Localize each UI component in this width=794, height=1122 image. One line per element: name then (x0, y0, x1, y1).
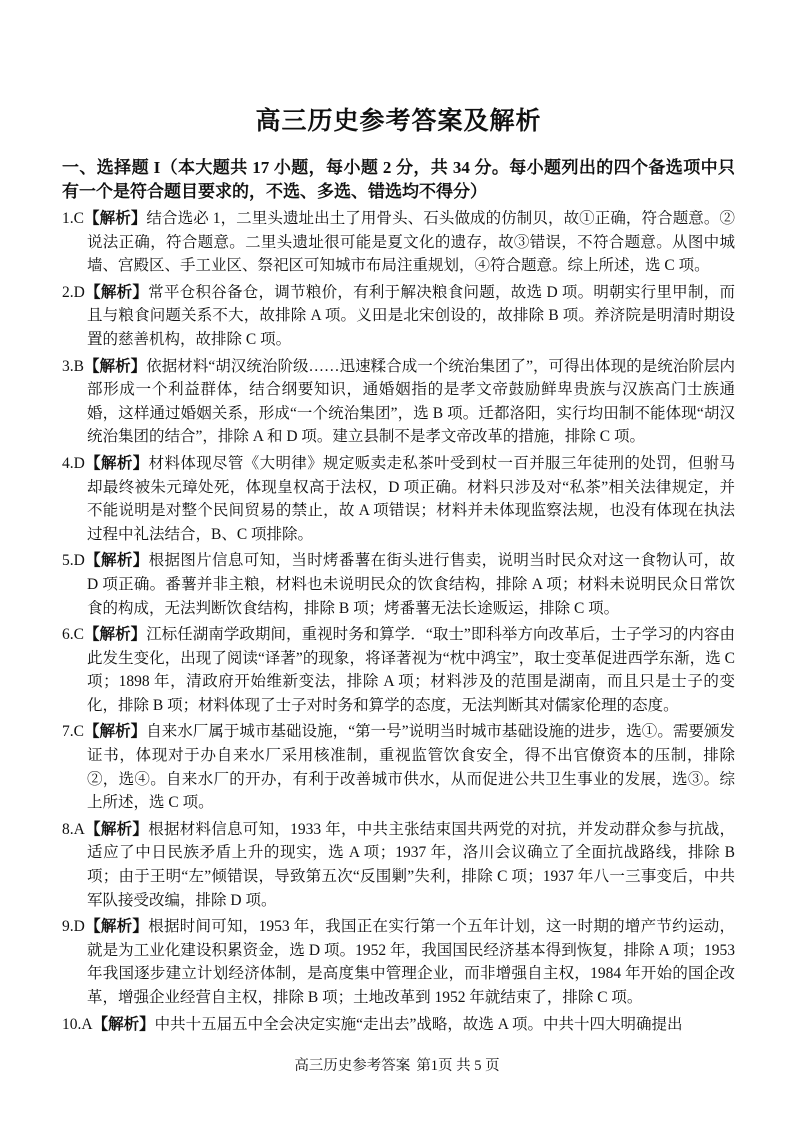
footer-page-number: 第1页 共 5 页 (416, 1058, 500, 1074)
answer-item (62, 623, 735, 717)
analysis-tag: 【解析】 (84, 820, 149, 838)
analysis-text: 根据材料信息可知，1933 年，中共主张结束国共两党的对抗，并发动群众参与抗战，适应了中日民族矛盾上升的现实，选 A 项；1937 年，洛川会议确立了全面抗战路线，排除 B 项；由于王明“左”倾错误，导致第五次“反围剿”失利，排除 C 项；1937 年八一三事变后，中共军队接受改编，排除 D 项。 (87, 820, 735, 909)
footer-doc-name: 高三历史参考答案 (294, 1058, 411, 1074)
answer-item-id: 2.D (62, 283, 85, 301)
answer-item-id: 7.C (62, 723, 84, 741)
analysis-text: 中共十五届五中全会决定实施“走出去”战略，故选 A 项。中共十四大明确提出 (154, 1015, 683, 1033)
answer-item-id: 3.B (62, 357, 84, 375)
document-title: 高三历史参考答案及解析 (255, 108, 542, 135)
analysis-text: 江标任湖南学政期间，重视时务和算学．“取士”即科举方向改革后，士子学习的内容由此发生变化，出现了阅读“译著”的现象，将译著视为“枕中鸿宝”，取士变革促进西学东渐，选 C 项；1898 年，清政府开始维新变法，排除 A 项；材料涉及的范围是湖南，而且只是士子的变化，排除 B 项；材料体现了士子对时务和算学的态度，无法判断其对儒家伦理的态度。 (87, 626, 735, 714)
analysis-tag: 【解析】 (83, 210, 147, 227)
analysis-text: 依据材料“胡汉统治阶级……迅速糅合成一个统治集团了”，可得出体现的是统治阶层内部形成一个利益群体，结合纲要知识，通婚姻指的是孝文帝鼓励鲜卑贵族与汉族高门士族通婚，这样通过婚姻关系，形成“一个统治集团”，选 B 项。迁都洛阳，实行均田制不能体现“胡汉统治集团的结合”，排除 A 和 D 项。建立县制不是孝文帝改革的措施，排除 C 项。 (87, 357, 735, 446)
answer-item (62, 818, 735, 912)
analysis-tag: 【解析】 (84, 918, 149, 936)
analysis-text: 材料体现尽管《大明律》规定贩卖走私茶叶受到杖一百并服三年徒刑的处罚，但驸马却最终被朱元璋处死，体现皇权高于法权，D 项正确。材料只涉及对“私茶”相关法律规定，并不能说明是对整个民间贸易的禁止，故 A 项错误；材料并未体现监察法规，也没有体现在执法过程中礼法结合，B、C 项排除。 (87, 454, 735, 543)
answer-list (62, 207, 735, 1036)
answer-item-id: 6.C (62, 626, 84, 644)
answer-item (62, 355, 735, 449)
answer-item (62, 915, 735, 1009)
analysis-text: 结合选必 1，二里头遗址出土了用骨头、石头做成的仿制贝，故①正确，符合题意。②说法正确，符合题意。二里头遗址很可能是夏文化的遗存，故③错误，不符合题意。从图中城墙、宫殿区、手工业区、祭祀区可知城市布局注重规划，④符合题意。综上所述，选 C 项。 (87, 210, 735, 275)
analysis-text: 自来水厂属于城市基础设施，“第一号”说明当时城市基础设施的进步，选①。需要颁发证书，体现对于办自来水厂采用核准制，重视监管饮食安全，得不出官僚资本的压制，排除②，选④。自来水厂的开办，有利于改善城市供水，从而促进公共卫生事业的发展，选③。综上所述，选 C 项。 (87, 723, 735, 812)
page-footer (0, 1056, 794, 1076)
analysis-tag: 【解析】 (92, 1015, 155, 1033)
answer-item-id: 9.D (62, 918, 85, 936)
analysis-tag: 【解析】 (84, 552, 149, 570)
analysis-tag: 【解析】 (83, 626, 147, 644)
analysis-tag: 【解析】 (83, 723, 147, 741)
answer-item-id: 10.A (62, 1015, 93, 1033)
section-1-header: 一、选择题 I（本大题共 17 小题，每小题 2 分，共 34 分。每小题列出的四个备选项中只有一个是符合题目要求的，不选、多选、错选均不得分） (62, 158, 735, 201)
analysis-tag: 【解析】 (84, 283, 149, 301)
answer-item (62, 720, 735, 814)
analysis-text: 根据图片信息可知，当时烤番薯在街头进行售卖，说明当时民众对这一食物认可，故 D 项正确。番薯并非主粮，材料也未说明民众的饮食结构，排除 A 项；材料未说明民众日常饮食的构成，无法判断饮食结构，排除 B 项；烤番薯无法长途贩运，排除 C 项。 (87, 552, 735, 617)
answer-item (62, 549, 735, 620)
answer-item (62, 452, 735, 546)
answer-item-id: 8.A (62, 820, 85, 838)
answer-item-id: 4.D (62, 454, 85, 472)
answer-item (62, 281, 735, 352)
analysis-tag: 【解析】 (83, 357, 147, 375)
answer-item-id: 5.D (62, 552, 85, 570)
answer-item-id: 1.C (62, 210, 84, 227)
analysis-text: 根据时间可知，1953 年，我国正在实行第一个五年计划，这一时期的增产节约运动，就是为工业化建设积累资金，选 D 项。1952 年，我国国民经济基本得到恢复，排除 A 项；1953 年我国逐步建立计划经济体制，是高度集中管理企业，而非增强自主权，1984 年开始的国企改革，增强企业经营自主权，排除 B 项；土地改革到 1952 年就结束了，排除 C 项。 (87, 918, 735, 1006)
answer-item (62, 207, 735, 278)
analysis-text: 常平仓积谷备仓，调节粮价，有利于解决粮食问题，故选 D 项。明朝实行里甲制，而且与粮食问题关系不大，故排除 A 项。义田是北宋创设的，故排除 B 项。养济院是明清时期设置的慈善机构，故排除 C 项。 (87, 283, 735, 348)
analysis-tag: 【解析】 (84, 454, 149, 472)
answer-item (62, 1013, 735, 1037)
